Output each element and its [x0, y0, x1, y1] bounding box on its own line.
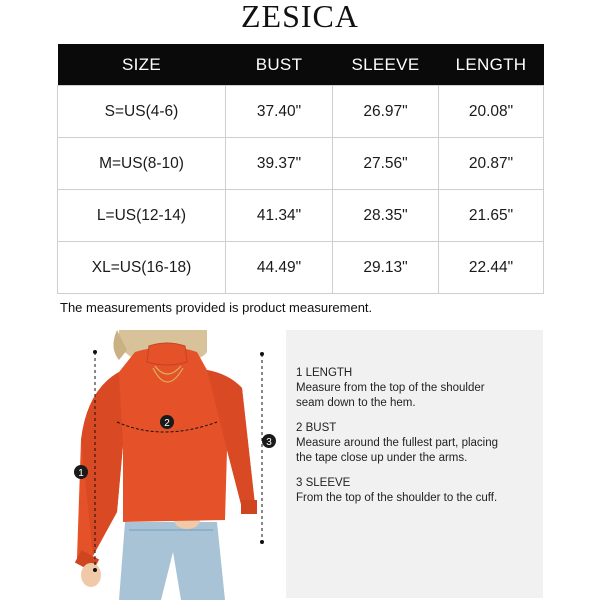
- marker-sleeve-label: 3: [266, 437, 272, 448]
- marker-length-label: 1: [78, 468, 84, 479]
- cell-length: 21.65": [439, 190, 544, 242]
- size-chart-table: [57, 44, 544, 294]
- cell-size: XL=US(16-18): [58, 242, 226, 294]
- product-photo: [57, 330, 285, 600]
- measurement-note: The measurements provided is product measurement.: [60, 300, 373, 315]
- sweater-illustration: [57, 330, 285, 600]
- guide-length-heading: 1 LENGTH: [296, 367, 353, 379]
- cell-bust: 37.40": [226, 86, 333, 138]
- table-row: [58, 242, 544, 294]
- guide-sleeve-heading: 3 SLEEVE: [296, 477, 351, 489]
- measurement-guide-panel: [286, 330, 543, 598]
- table-header-row: [58, 44, 544, 86]
- marker-length: [74, 465, 88, 479]
- brand-logo: ZESICA: [241, 0, 359, 34]
- cell-size: S=US(4-6): [58, 86, 226, 138]
- marker-bust-label: 2: [164, 418, 170, 429]
- table-row: [58, 86, 544, 138]
- table-row: [58, 190, 544, 242]
- marker-bust: [160, 415, 174, 429]
- guide-sleeve: [296, 476, 497, 506]
- cell-bust: 41.34": [226, 190, 333, 242]
- guide-length-text-line: seam down to the hem.: [296, 397, 416, 409]
- cell-length: 22.44": [439, 242, 544, 294]
- cell-length: 20.87": [439, 138, 544, 190]
- header-size: SIZE: [58, 44, 226, 86]
- header-length: LENGTH: [439, 44, 544, 86]
- cell-size: M=US(8-10): [58, 138, 226, 190]
- cell-bust: 39.37": [226, 138, 333, 190]
- header-bust: BUST: [226, 44, 333, 86]
- cell-sleeve: 29.13": [333, 242, 439, 294]
- guide-length-text-line: Measure from the top of the shoulder: [296, 382, 485, 394]
- guide-bust-text-line: the tape close up under the arms.: [296, 452, 468, 464]
- cell-sleeve: 28.35": [333, 190, 439, 242]
- guide-bust-text-line: Measure around the fullest part, placing: [296, 437, 499, 449]
- guide-bust: [296, 421, 498, 466]
- guide-bust-heading: 2 BUST: [296, 422, 337, 434]
- cell-size: L=US(12-14): [58, 190, 226, 242]
- cell-bust: 44.49": [226, 242, 333, 294]
- table-row: [58, 138, 544, 190]
- guide-sleeve-text-line: From the top of the shoulder to the cuff.: [296, 492, 498, 504]
- marker-sleeve: [262, 434, 276, 448]
- header-sleeve: SLEEVE: [333, 44, 439, 86]
- guide-length: [296, 366, 485, 411]
- cell-sleeve: 26.97": [333, 86, 439, 138]
- cell-sleeve: 27.56": [333, 138, 439, 190]
- cell-length: 20.08": [439, 86, 544, 138]
